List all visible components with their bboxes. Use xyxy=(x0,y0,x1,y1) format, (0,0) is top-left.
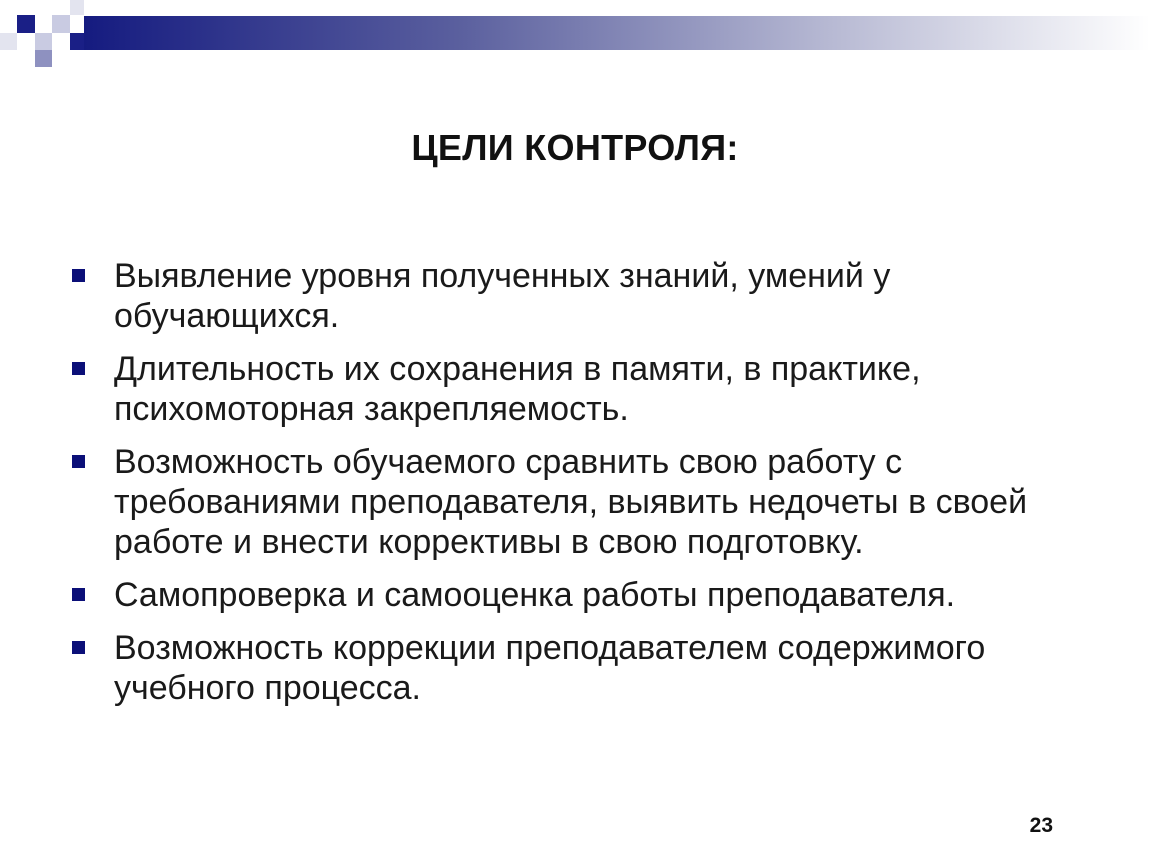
bullet-item xyxy=(70,256,1100,336)
square-bullet-icon xyxy=(72,455,85,468)
bullet-item xyxy=(70,628,1100,708)
bullet-item xyxy=(70,575,1100,615)
deco-square-4 xyxy=(70,33,84,50)
header-decoration xyxy=(0,0,1150,80)
deco-square-3 xyxy=(35,33,52,50)
bullet-text: Длительность их сохранения в памяти, в практике, психомоторная закрепляемость. xyxy=(114,350,921,428)
deco-square-1 xyxy=(17,15,35,33)
bullet-text: Выявление уровня полученных знаний, умений у обучающихся. xyxy=(114,257,891,335)
bullet-item xyxy=(70,349,1100,429)
deco-square-6 xyxy=(35,50,52,67)
page-number: 23 xyxy=(1029,814,1053,837)
bullet-list xyxy=(70,256,1100,721)
deco-square-7 xyxy=(70,0,84,15)
square-bullet-icon xyxy=(72,641,85,654)
bullet-text: Самопроверка и самооценка работы преподавателя. xyxy=(114,576,956,614)
bullet-text: Возможность обучаемого сравнить свою работу с требованиями преподавателя, выявить недочеты в своей работе и внести коррективы в свою подготовку. xyxy=(114,443,1028,561)
square-bullet-icon xyxy=(72,362,85,375)
square-bullet-icon xyxy=(72,269,85,282)
header-gradient-band xyxy=(84,16,1150,50)
deco-square-5 xyxy=(0,33,17,50)
bullet-item xyxy=(70,442,1100,562)
deco-square-2 xyxy=(52,15,70,33)
bullet-text: Возможность коррекции преподавателем содержимого учебного процесса. xyxy=(114,629,986,707)
square-bullet-icon xyxy=(72,588,85,601)
slide-title: ЦЕЛИ КОНТРОЛЯ: xyxy=(411,127,739,168)
